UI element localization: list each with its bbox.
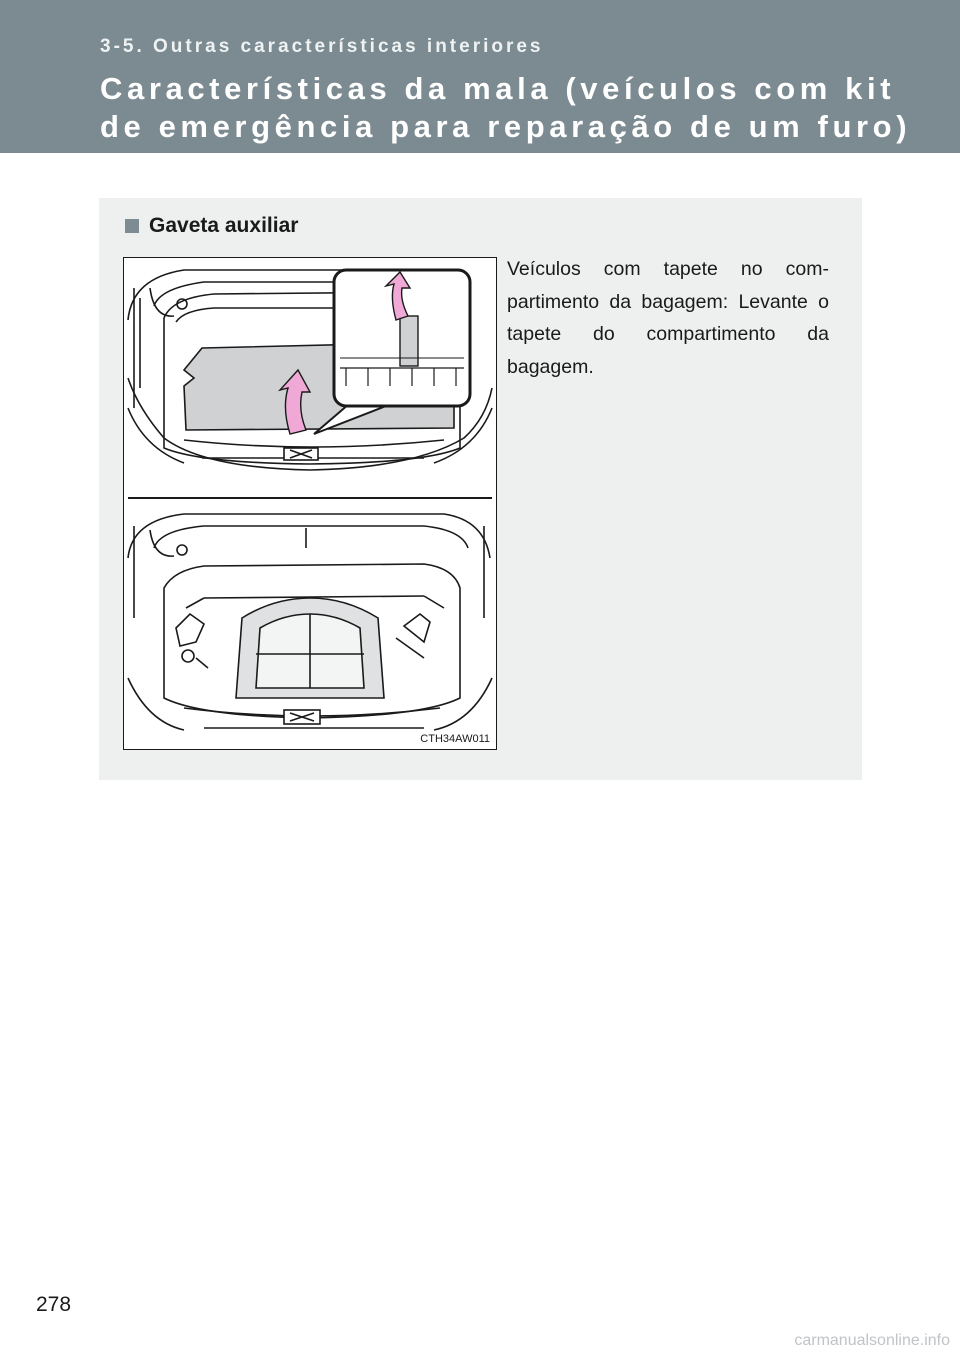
section-label: 3-5. Outras características interiores xyxy=(100,36,544,57)
section-heading xyxy=(125,214,298,238)
chapter-title: Características da mala (veículos com kit de emergência para reparação de um furo) xyxy=(100,71,912,144)
heading-text: Gaveta auxiliar xyxy=(149,214,299,237)
page-number: 278 xyxy=(36,1293,72,1316)
content-panel xyxy=(99,198,862,780)
trunk-illustration xyxy=(123,257,497,750)
watermark: carmanualsonline.info xyxy=(794,1332,950,1349)
trunk-drawing xyxy=(124,258,496,749)
chapter-header xyxy=(0,0,960,153)
figure-code: CTH34AW011 xyxy=(420,733,490,745)
instruction-text: Veículos com tapete no compartimento da bagagem: Levante o tapete do compartimento da bagagem. xyxy=(507,258,829,378)
trunk-open-view xyxy=(128,514,492,730)
square-bullet-icon xyxy=(125,219,139,233)
